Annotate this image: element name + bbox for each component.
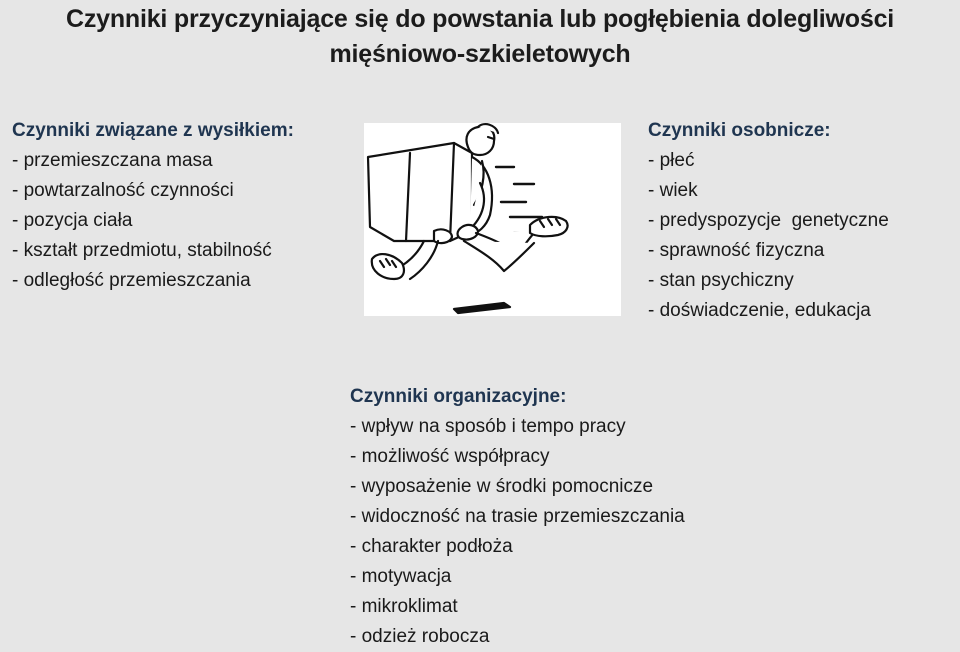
list-item: - stan psychiczny <box>648 270 794 291</box>
list-item: - powtarzalność czynności <box>12 180 234 201</box>
list-item: - pozycja ciała <box>12 210 133 231</box>
list-item: - wyposażenie w środki pomocnicze <box>350 476 654 497</box>
effort-factors-list <box>12 116 294 296</box>
list-item: - odległość przemieszczania <box>12 270 251 291</box>
list-item: - charakter podłoża <box>350 536 513 557</box>
list-item: - predyspozycje genetyczne <box>648 210 889 231</box>
list-item: - wiek <box>648 180 698 201</box>
list-item: - mikroklimat <box>350 596 458 617</box>
list-item: - widoczność na trasie przemieszczania <box>350 506 685 527</box>
organizational-factors-list <box>350 382 685 652</box>
running-man-carrying-box-illustration <box>364 123 621 316</box>
list-item: - doświadczenie, edukacja <box>648 300 871 321</box>
slide-title-line-2: mięśniowo-szkieletowych <box>329 40 631 68</box>
personal-factors-list <box>648 116 889 326</box>
list-item: - przemieszczana masa <box>12 150 213 171</box>
slide-title-line-1: Czynniki przyczyniające się do powstania lub pogłębienia dolegliwości <box>65 5 895 33</box>
list-item: - kształt przedmiotu, stabilność <box>12 240 272 261</box>
list-item: - możliwość współpracy <box>350 446 550 467</box>
list-item: - wpływ na sposób i tempo pracy <box>350 416 626 437</box>
list-item: - odzież robocza <box>350 626 490 647</box>
list-item: - płeć <box>648 150 695 171</box>
slide-title <box>0 0 960 72</box>
list-item: - sprawność fizyczna <box>648 240 825 261</box>
list-item: - motywacja <box>350 566 452 587</box>
organizational-factors-heading: Czynniki organizacyjne: <box>350 386 567 407</box>
personal-factors-heading: Czynniki osobnicze: <box>648 120 831 141</box>
effort-factors-heading: Czynniki związane z wysiłkiem: <box>12 120 294 141</box>
